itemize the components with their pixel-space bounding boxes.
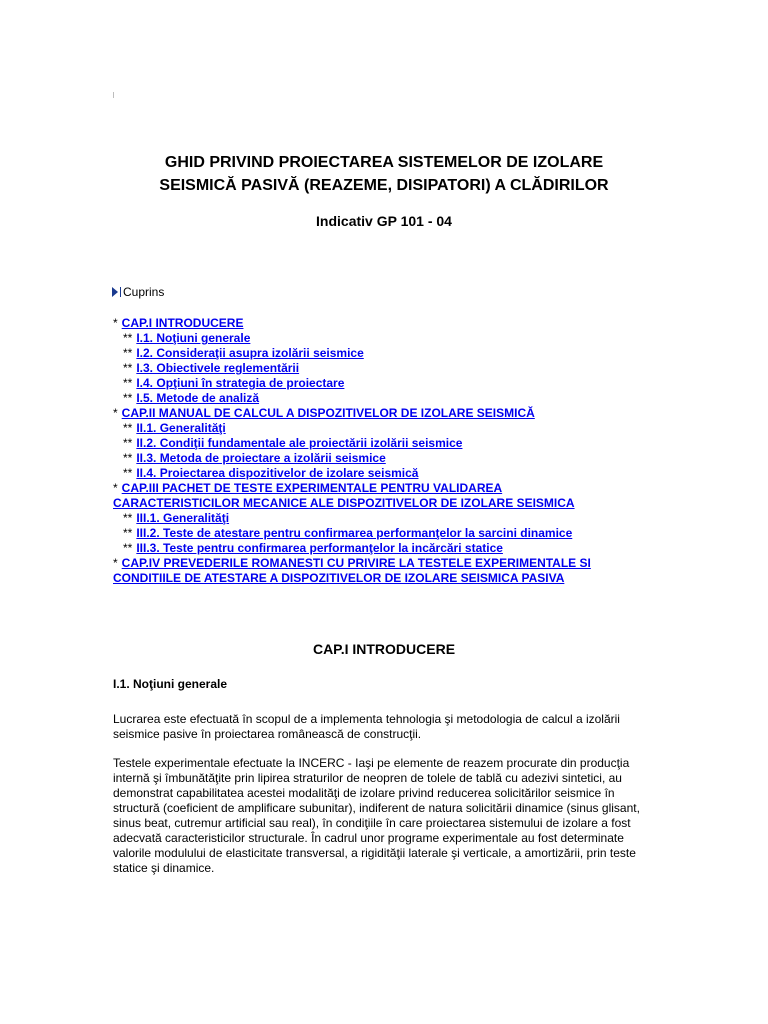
toc-link[interactable]: III.1. Generalităţi xyxy=(136,511,230,525)
toc-marker: * xyxy=(113,556,118,570)
toc-item xyxy=(113,406,633,421)
toc-item xyxy=(113,541,633,556)
toc-item xyxy=(113,391,633,406)
toc-item xyxy=(113,331,633,346)
toc-link[interactable]: III.3. Teste pentru confirmarea performanţelor la incărcări statice xyxy=(136,541,503,555)
cursor-mark xyxy=(113,92,114,98)
toc-link[interactable]: CARACTERISTICILOR MECANICE ALE DISPOZITIVELOR DE IZOLARE SEISMICA xyxy=(113,496,575,510)
cuprins-label: Cuprins xyxy=(123,285,165,299)
expand-arrow-icon[interactable] xyxy=(112,287,118,297)
toc-item xyxy=(113,466,633,481)
toc-marker: ** xyxy=(123,346,133,360)
toc-link[interactable]: CAP.I INTRODUCERE xyxy=(121,316,244,330)
document-title xyxy=(0,151,768,197)
toc-marker: ** xyxy=(123,376,133,390)
toc-marker: ** xyxy=(123,421,133,435)
toc-marker: * xyxy=(113,316,118,330)
toc-link[interactable]: I.5. Metode de analiză xyxy=(136,391,260,405)
toc-link[interactable]: II.3. Metoda de proiectare a izolării seismice xyxy=(136,451,386,465)
toc-item xyxy=(113,496,633,511)
toc-link[interactable]: I.3. Obiectivele reglementării xyxy=(136,361,300,375)
toc-link[interactable]: I.4. Opţiuni în strategia de proiectare xyxy=(136,376,345,390)
toc-marker: ** xyxy=(123,361,133,375)
document-indicativ: Indicativ GP 101 - 04 xyxy=(316,213,452,229)
toc-marker: ** xyxy=(123,451,133,465)
chapter-heading: CAP.I INTRODUCERE xyxy=(312,641,456,657)
toc-item xyxy=(113,451,633,466)
toc-marker: ** xyxy=(123,511,133,525)
toc-marker: ** xyxy=(123,436,133,450)
toc-link[interactable]: CAP.IV PREVEDERILE ROMANESTI CU PRIVIRE LA TESTELE EXPERIMENTALE SI xyxy=(121,556,591,570)
toc-item xyxy=(113,421,633,436)
toc-item xyxy=(113,526,633,541)
toc-link[interactable]: II.2. Condiţii fundamentale ale proiectării izolării seismice xyxy=(136,436,463,450)
toc-link[interactable]: III.2. Teste de atestare pentru confirmarea performanţelor la sarcini dinamice xyxy=(136,526,573,540)
paragraph: Testele experimentale efectuate la INCERC - Iaşi pe elemente de reazem procurate din producţia internă şi îmbunătăţite prin lipirea straturilor de neopren de tolele de tablă cu adezivi sintetici, au demonstrat capabilitatea acestei modalităţi de izolare privind reducerea solicitărilor seismice în structură (coeficient de amplificare subunitar), indiferent de natura solicitării dinamice (sinus glisant, sinus beat, cutremur artificial sau real), în condiţiile în care proiectarea sistemului de izolare a fost adecvată caracteristicilor structurale. În cadrul unor programe experimentale au fost determinate valorile modulului de elasticitate transversal, a rigidităţii laterale şi verticale, a amortizării, prin teste statice şi dinamice. xyxy=(113,756,640,875)
toc-marker: ** xyxy=(123,541,133,555)
toc-item xyxy=(113,511,633,526)
toc-link[interactable]: CAP.III PACHET DE TESTE EXPERIMENTALE PENTRU VALIDAREA xyxy=(121,481,503,495)
toc-link[interactable]: II.1. Generalităţi xyxy=(136,421,226,435)
toc-marker: ** xyxy=(123,391,133,405)
toc-item xyxy=(113,571,633,586)
toc-item xyxy=(113,481,633,496)
toc-marker: * xyxy=(113,481,118,495)
toc-link[interactable]: I.1. Noţiuni generale xyxy=(136,331,251,345)
toc-item xyxy=(113,376,633,391)
toc-item xyxy=(113,346,633,361)
toc-link[interactable]: CAP.II MANUAL DE CALCUL A DISPOZITIVELOR DE IZOLARE SEISMICĂ xyxy=(121,406,535,420)
toc-marker: ** xyxy=(123,526,133,540)
section-heading: I.1. Noţiuni generale xyxy=(113,677,228,691)
toc-marker: * xyxy=(113,406,118,420)
cuprins-toggle[interactable] xyxy=(112,284,164,300)
toc-link[interactable]: CONDITIILE DE ATESTARE A DISPOZITIVELOR DE IZOLARE SEISMICA PASIVA xyxy=(113,571,565,585)
paragraph: Lucrarea este efectuată în scopul de a implementa tehnologia şi metodologia de calcul a izolării seismice pasive în proiectarea românească de construcţii. xyxy=(113,712,620,741)
table-of-contents xyxy=(113,316,633,586)
toc-marker: ** xyxy=(123,331,133,345)
toc-item xyxy=(113,436,633,451)
separator-bar-icon xyxy=(120,287,121,297)
toc-marker: ** xyxy=(123,466,133,480)
toc-item xyxy=(113,316,633,331)
toc-link[interactable]: I.2. Consideraţii asupra izolării seismice xyxy=(136,346,364,360)
title-line-1: GHID PRIVIND PROIECTAREA SISTEMELOR DE IZOLARE xyxy=(164,154,604,171)
toc-item xyxy=(113,556,633,571)
title-line-2: SEISMICĂ PASIVĂ (REAZEME, DISIPATORI) A CLĂDIRILOR xyxy=(159,177,609,194)
toc-item xyxy=(113,361,633,376)
toc-link[interactable]: II.4. Proiectarea dispozitivelor de izolare seismică xyxy=(136,466,419,480)
